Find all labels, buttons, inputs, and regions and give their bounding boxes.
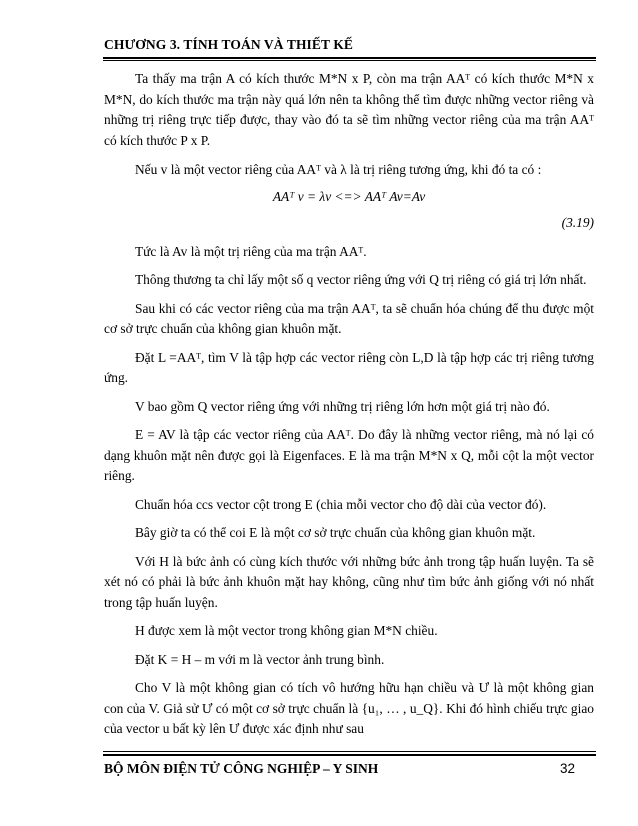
page-number: 32 — [560, 761, 576, 776]
paragraph: V bao gồm Q vector riêng ứng với những trị riêng lớn hơn một giá trị nào đó. — [135, 398, 550, 414]
paragraph: E = AV là tập các vector riêng của AAᵀ. Do đây là những vector riêng, mà nó lại có dạng khuôn mặt nên được gọi là Eigenfaces. E là ma trận M*N x Q, mỗi cột la một vector riêng. — [104, 427, 594, 483]
paragraph: H được xem là một vector trong không gian M*N chiều. — [135, 623, 438, 638]
chapter-header: CHƯƠNG 3. TÍNH TOÁN VÀ THIẾT KẾ — [104, 37, 354, 52]
header-rule — [103, 57, 596, 59]
equation-number: (3.19) — [561, 215, 594, 230]
paragraph: Bây giờ ta có thể coi E là một cơ sở trực chuẩn của không gian khuôn mặt. — [135, 525, 536, 540]
department-footer: BỘ MÔN ĐIỆN TỬ CÔNG NGHIỆP – Y SINH — [104, 761, 379, 776]
paragraph: Với H là bức ảnh có cùng kích thước với những bức ảnh trong tập huấn luyện. Ta sẽ xét nó có phải là bức ảnh khuôn mặt hay không, cũng như tìm bức ảnh giống với nó nhất trong tập huấn luyện. — [104, 553, 594, 610]
paragraph: Ta thấy ma trận A có kích thước M*N x P, còn ma trận AAᵀ có kích thước M*N x M*N, do kích thước ma trận này quá lớn nên ta không thể tìm được những vector riêng và những trị riêng trực tiếp được, thay vào đó ta sẽ tìm những vector riêng của ma trận AAᵀ có kích thước P x P. — [104, 71, 594, 148]
footer-rule — [103, 754, 596, 756]
paragraph: Sau khi có các vector riêng của ma trận AAᵀ, ta sẽ chuẩn hóa chúng để thu được một cơ sở trực chuẩn của không gian khuôn mặt. — [104, 300, 594, 336]
page-body — [104, 69, 594, 740]
paragraph: Cho V là một không gian có tích vô hướng hữu hạn chiều và Ư là một không gian con của V. Giả sử Ư có một cơ sở trực chuẩn là {u₁, … , u_Q}. Khi đó hình chiếu trực giao của vector u bất kỳ lên Ư được xác định như sau — [104, 680, 594, 736]
paragraph: Chuẩn hóa ccs vector cột trong E (chia mỗi vector cho độ dài của vector đó). — [135, 496, 547, 512]
paragraph: Nếu v là một vector riêng của AAᵀ và λ là trị riêng tương ứng, khi đó ta có : — [135, 162, 542, 177]
paragraph: Tức là Av là một trị riêng của ma trận AAᵀ. — [135, 243, 367, 259]
paragraph: Đặt L =AAᵀ, tìm V là tập hợp các vector riêng còn L,D là tập hợp các trị riêng tương ứng. — [104, 349, 594, 385]
footer-rule-thin — [103, 751, 596, 752]
equation: AAᵀ v = λv <=> AAᵀ Av=Av — [272, 188, 426, 204]
paragraph: Thông thương ta chỉ lấy một số q vector riêng ứng với Q trị riêng có giá trị lớn nhất. — [135, 272, 587, 287]
paragraph: Đặt K = H – m với m là vector ảnh trung bình. — [135, 651, 385, 667]
header-rule-thin — [103, 60, 596, 61]
